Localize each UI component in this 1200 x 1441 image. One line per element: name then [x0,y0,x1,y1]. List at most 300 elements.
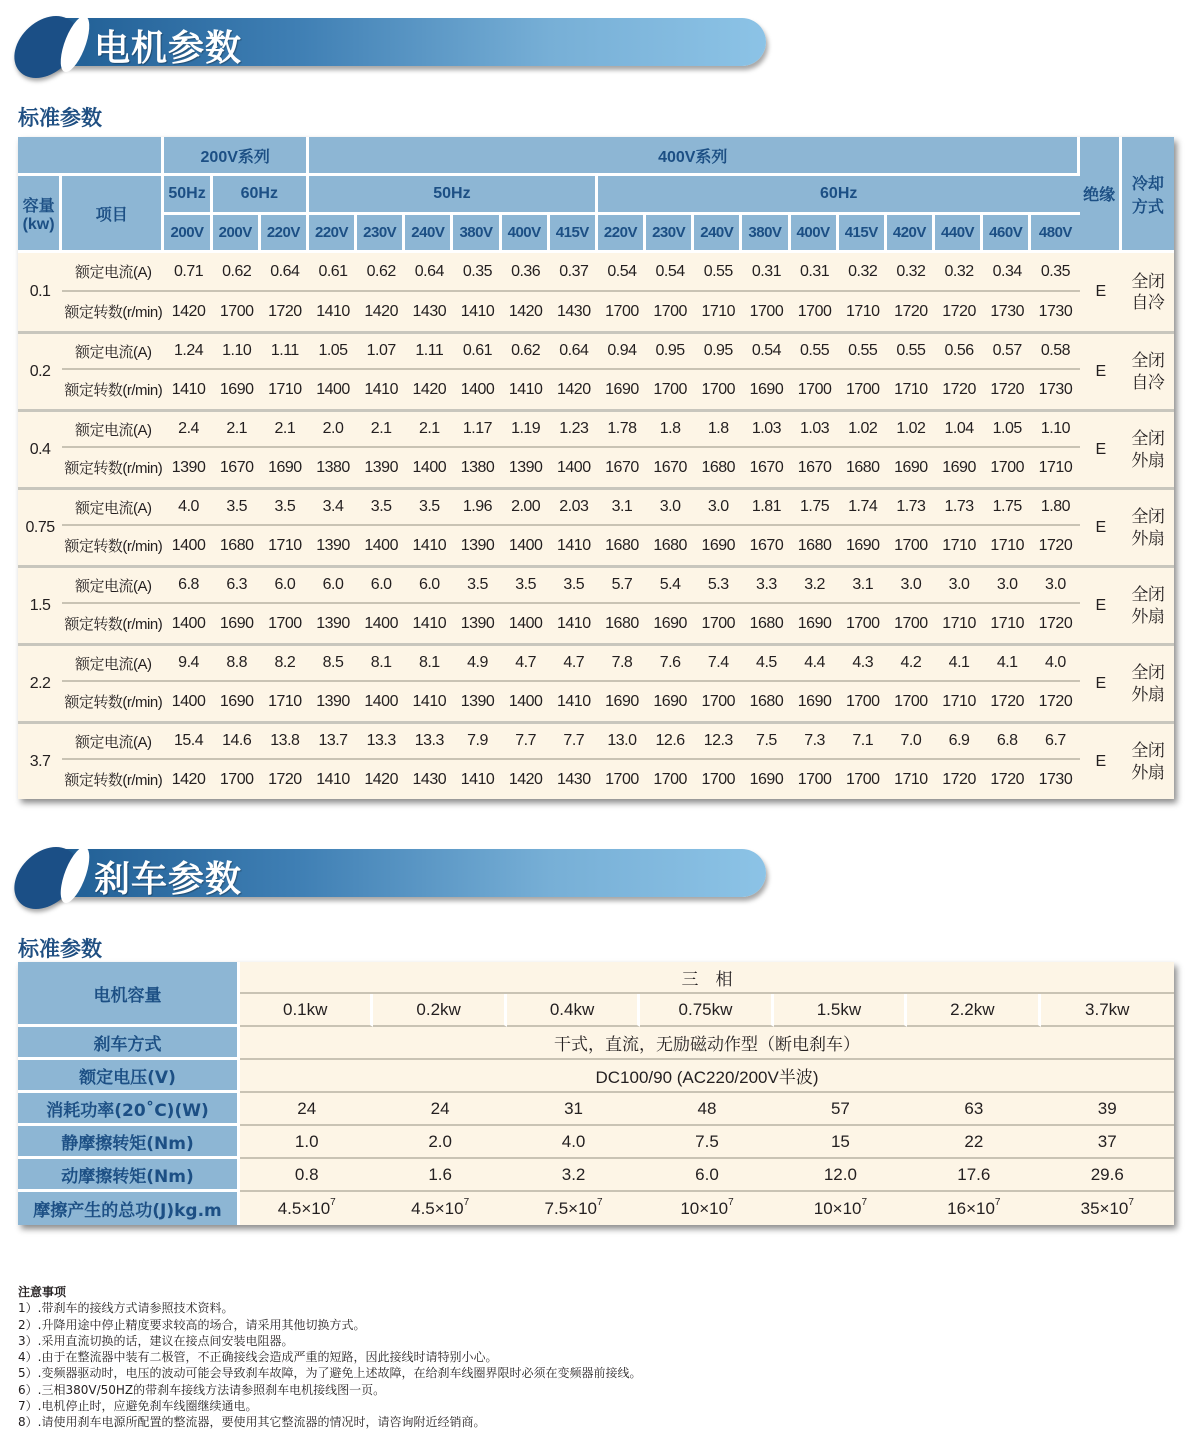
capacity-row-label: 电机容量 [18,962,240,1027]
capacity-cell: 3.7 [18,721,62,799]
total-work-label: 摩擦产生的总功(J)kg.m [18,1192,240,1225]
cooling-header-line2: 方式 [1131,198,1164,216]
power-value: 48 [640,1093,773,1126]
power-value: 57 [774,1093,907,1126]
rated-speed-value: 1430 [550,760,598,799]
cooling-line2: 外扇 [1131,606,1165,626]
capacity-value: 2.2kw [907,994,1040,1027]
rated-current-value: 3.0 [983,565,1031,604]
rated-speed-value: 1400 [164,526,212,565]
rated-speed-value: 1700 [213,292,261,331]
motor-subheading: 标准参数 [18,106,102,130]
cooling-line1: 全闭 [1131,351,1165,371]
rated-speed-value: 1670 [598,448,646,487]
freq-header-200-50hz: 50Hz [164,176,212,215]
rated-current-value: 3.2 [791,565,839,604]
motor-row-current [18,331,1174,370]
rated-current-value: 1.03 [791,409,839,448]
voltage-header: 220V [598,215,646,253]
rated-speed-value: 1690 [261,448,309,487]
cooling-line1: 全闭 [1131,429,1165,449]
motor-row-current [18,409,1174,448]
cooling-cell [1122,643,1174,721]
banner-title: 电机参数 [94,28,243,69]
rated-speed-value: 1380 [309,448,357,487]
rated-speed-value: 1690 [742,760,790,799]
motor-params-banner [16,14,776,74]
voltage-header: 400V [791,215,839,253]
rated-current-value: 1.19 [502,409,550,448]
rated-current-value: 0.95 [694,331,742,370]
rated-speed-value: 1680 [791,526,839,565]
rated-speed-value: 1410 [164,370,212,409]
rated-current-value: 0.61 [453,331,501,370]
work-mantissa: 4.5×10 [277,1198,331,1218]
rated-speed-value: 1410 [453,292,501,331]
static-torque-value: 37 [1041,1126,1174,1159]
rated-speed-value: 1700 [742,292,790,331]
rated-speed-value: 1700 [839,370,887,409]
rated-speed-value: 1390 [453,526,501,565]
rated-speed-value: 1700 [839,604,887,643]
rated-current-value: 0.54 [598,253,646,292]
rated-speed-value: 1410 [309,292,357,331]
voltage-header: 200V [213,215,261,253]
rated-current-value: 0.64 [550,331,598,370]
rated-current-label: 额定电流(A) [62,565,164,604]
cooling-line2: 外扇 [1131,528,1165,548]
rated-current-value: 3.5 [550,565,598,604]
rated-speed-value: 1400 [357,526,405,565]
rated-speed-value: 1420 [357,760,405,799]
capacity-header-label: 容量 [22,197,55,215]
work-exponent: 7 [597,1196,603,1208]
rated-current-value: 7.3 [791,721,839,760]
rated-current-value: 1.73 [887,487,935,526]
rated-speed-value: 1710 [935,604,983,643]
rated-speed-value: 1710 [261,526,309,565]
cooling-header-line1: 冷却 [1131,175,1164,193]
insulation-header: 绝缘 [1080,137,1122,253]
rated-current-value: 2.00 [502,487,550,526]
cooling-line1: 全闭 [1131,271,1165,291]
rated-current-value: 0.55 [887,331,935,370]
total-work-value [373,1192,506,1225]
voltage-header: 240V [405,215,453,253]
dynamic-torque-value: 6.0 [640,1159,773,1192]
rated-current-value: 5.3 [694,565,742,604]
rated-speed-value: 1720 [935,370,983,409]
cooling-line2: 自冷 [1131,372,1165,392]
rated-current-value: 0.56 [935,331,983,370]
rated-speed-label: 额定转数(r/min) [62,604,164,643]
rated-current-value: 1.96 [453,487,501,526]
rated-current-value: 3.3 [742,565,790,604]
rated-speed-value: 1690 [791,682,839,721]
rated-speed-value: 1400 [357,682,405,721]
dynamic-torque-value: 12.0 [774,1159,907,1192]
rated-current-value: 1.73 [935,487,983,526]
rated-current-value: 0.37 [550,253,598,292]
motor-row-speed [18,682,1174,721]
rated-current-value: 0.31 [791,253,839,292]
rated-current-label: 额定电流(A) [62,487,164,526]
rated-current-value: 2.1 [357,409,405,448]
rated-current-value: 1.11 [261,331,309,370]
rated-current-value: 2.4 [164,409,212,448]
rated-current-value: 1.10 [213,331,261,370]
rated-speed-value: 1670 [742,526,790,565]
rated-speed-value: 1700 [887,526,935,565]
capacity-header [18,176,62,253]
rated-speed-value: 1420 [405,370,453,409]
work-exponent: 7 [330,1196,336,1208]
rated-current-value: 0.62 [357,253,405,292]
rated-speed-value: 1700 [694,370,742,409]
cooling-header [1122,137,1174,253]
rated-speed-value: 1410 [309,760,357,799]
motor-row-speed [18,604,1174,643]
cooling-cell [1122,487,1174,565]
voltage-header: 415V [839,215,887,253]
total-work-value [907,1192,1040,1225]
rated-current-value: 4.1 [935,643,983,682]
rated-current-value: 3.5 [405,487,453,526]
rated-current-value: 1.80 [1031,487,1079,526]
rated-speed-value: 1390 [502,448,550,487]
rated-current-value: 6.0 [405,565,453,604]
rated-speed-value: 1690 [213,370,261,409]
rated-speed-value: 1680 [742,682,790,721]
rated-speed-value: 1710 [935,526,983,565]
rated-current-value: 3.0 [646,487,694,526]
brake-type-value: 干式，直流，无励磁动作型（断电刹车） [240,1027,1174,1060]
capacity-cell: 0.4 [18,409,62,487]
rated-current-value: 13.0 [598,721,646,760]
rated-speed-value: 1380 [453,448,501,487]
capacity-value: 0.4kw [507,994,640,1027]
capacity-value: 0.1kw [240,994,373,1027]
rated-current-value: 3.5 [213,487,261,526]
rated-current-value: 7.8 [598,643,646,682]
capacity-value: 0.75kw [640,994,773,1027]
static-torque-value: 22 [907,1126,1040,1159]
rated-speed-value: 1430 [405,760,453,799]
rated-current-value: 4.3 [839,643,887,682]
voltage-header: 480V [1031,215,1079,253]
rated-current-value: 5.7 [598,565,646,604]
rated-speed-value: 1710 [983,526,1031,565]
rated-speed-value: 1430 [550,292,598,331]
rated-current-value: 6.0 [309,565,357,604]
rated-current-value: 2.1 [261,409,309,448]
freq-header-400-50hz: 50Hz [309,176,598,215]
rated-current-value: 4.9 [453,643,501,682]
rated-speed-value: 1410 [550,604,598,643]
rated-current-value: 0.32 [839,253,887,292]
rated-speed-value: 1410 [453,760,501,799]
brake-params-table [18,962,1174,1225]
total-work-value [640,1192,773,1225]
rated-speed-value: 1700 [791,760,839,799]
rated-speed-value: 1690 [646,682,694,721]
rated-current-value: 1.74 [839,487,887,526]
capacity-cell: 0.75 [18,487,62,565]
item-header: 项目 [62,176,164,253]
power-value: 39 [1041,1093,1174,1126]
note-item: 1）.带刹车的接线方式请参照技术资料。 [18,1301,234,1316]
rated-current-value: 0.57 [983,331,1031,370]
rated-current-value: 8.1 [405,643,453,682]
rated-current-value: 4.2 [887,643,935,682]
rated-current-value: 7.0 [887,721,935,760]
work-exponent: 7 [1128,1196,1134,1208]
cooling-line1: 全闭 [1131,585,1165,605]
motor-row-speed [18,292,1174,331]
rated-current-value: 13.7 [309,721,357,760]
cooling-cell [1122,721,1174,799]
insulation-cell: E [1080,565,1122,643]
rated-current-value: 0.54 [646,253,694,292]
rated-speed-value: 1710 [261,682,309,721]
rated-speed-value: 1690 [598,370,646,409]
rated-voltage-label: 额定电压(V) [18,1060,240,1093]
rated-speed-value: 1720 [887,292,935,331]
rated-current-value: 0.32 [935,253,983,292]
rated-speed-value: 1400 [405,448,453,487]
capacity-header-unit: (kw) [22,215,55,233]
rated-speed-value: 1390 [453,682,501,721]
rated-speed-value: 1720 [983,682,1031,721]
rated-current-value: 9.4 [164,643,212,682]
rated-current-value: 0.55 [791,331,839,370]
notes-list [18,1300,641,1430]
rated-current-value: 0.64 [405,253,453,292]
rated-current-value: 1.03 [742,409,790,448]
work-exponent: 7 [994,1196,1001,1208]
dynamic-torque-value: 3.2 [507,1159,640,1192]
rated-speed-value: 1700 [261,604,309,643]
rated-speed-value: 1700 [887,682,935,721]
total-work-value [240,1192,373,1225]
note-item: 3）.采用直流切换的话，建议在接点间安装电阻器。 [18,1333,294,1348]
work-exponent: 7 [463,1196,470,1208]
rated-current-value: 0.36 [502,253,550,292]
rated-speed-value: 1420 [164,292,212,331]
rated-current-value: 2.1 [213,409,261,448]
motor-row-current [18,643,1174,682]
rated-speed-label: 额定转数(r/min) [62,526,164,565]
voltage-header: 380V [742,215,790,253]
rated-speed-value: 1710 [694,292,742,331]
rated-speed-value: 1710 [887,760,935,799]
rated-current-value: 0.64 [261,253,309,292]
insulation-cell: E [1080,331,1122,409]
voltage-header: 230V [357,215,405,253]
rated-current-value: 3.1 [839,565,887,604]
rated-speed-value: 1430 [405,292,453,331]
rated-current-value: 7.9 [453,721,501,760]
rated-speed-value: 1700 [694,760,742,799]
rated-voltage-value: DC100/90 (AC220/200V半波) [240,1060,1174,1093]
work-exponent: 7 [728,1196,734,1208]
note-item: 6）.三相380V/50HZ的带刹车接线方法请参照刹车电机接线图一页。 [18,1382,386,1397]
cooling-line2: 外扇 [1131,762,1165,782]
rated-current-value: 1.05 [983,409,1031,448]
brake-params-banner [16,845,776,905]
brake-subheading: 标准参数 [18,937,102,961]
phase-label: 三 相 [240,962,1174,994]
power-label: 消耗功率(20˚C)(W) [18,1093,240,1126]
voltage-header: 420V [887,215,935,253]
rated-current-value: 8.2 [261,643,309,682]
rated-speed-value: 1420 [164,760,212,799]
rated-current-value: 2.1 [405,409,453,448]
rated-speed-value: 1410 [405,682,453,721]
rated-speed-value: 1710 [887,370,935,409]
rated-current-value: 4.1 [983,643,1031,682]
capacity-value: 3.7kw [1041,994,1174,1027]
motor-row-speed [18,526,1174,565]
rated-current-value: 2.03 [550,487,598,526]
rated-speed-value: 1690 [935,448,983,487]
motor-row-speed [18,370,1174,409]
rated-speed-value: 1390 [453,604,501,643]
rated-speed-value: 1700 [598,292,646,331]
static-torque-value: 4.0 [507,1126,640,1159]
rated-current-value: 15.4 [164,721,212,760]
rated-current-value: 1.75 [791,487,839,526]
rated-speed-value: 1420 [502,292,550,331]
rated-speed-value: 1390 [309,526,357,565]
rated-speed-value: 1390 [309,682,357,721]
static-torque-label: 静摩擦转矩(Nm) [18,1126,240,1159]
rated-current-value: 0.55 [694,253,742,292]
rated-speed-value: 1690 [213,604,261,643]
series-400v-header: 400V系列 [309,137,1080,176]
rated-current-label: 额定电流(A) [62,331,164,370]
note-item: 7）.电机停止时，应避免刹车线圈继续通电。 [18,1399,258,1414]
rated-current-value: 0.94 [598,331,646,370]
rated-current-value: 4.0 [164,487,212,526]
capacity-cell: 0.2 [18,331,62,409]
rated-current-value: 1.04 [935,409,983,448]
rated-speed-value: 1690 [742,370,790,409]
power-value: 63 [907,1093,1040,1126]
rated-current-value: 1.05 [309,331,357,370]
motor-row-speed [18,760,1174,799]
rated-current-value: 8.8 [213,643,261,682]
rated-speed-value: 1720 [935,760,983,799]
rated-speed-value: 1410 [405,526,453,565]
rated-speed-value: 1410 [357,370,405,409]
rated-speed-value: 1670 [742,448,790,487]
power-value: 24 [373,1093,506,1126]
rated-current-value: 1.17 [453,409,501,448]
rated-speed-value: 1700 [694,682,742,721]
rated-speed-label: 额定转数(r/min) [62,448,164,487]
rated-current-value: 4.5 [742,643,790,682]
insulation-cell: E [1080,253,1122,331]
work-mantissa: 35×10 [1080,1198,1129,1218]
rated-current-value: 1.8 [646,409,694,448]
cooling-cell [1122,565,1174,643]
rated-current-value: 0.95 [646,331,694,370]
rated-speed-value: 1400 [550,448,598,487]
rated-current-value: 0.55 [839,331,887,370]
banner-title: 刹车参数 [94,859,243,900]
capacity-value: 0.2kw [373,994,506,1027]
rated-current-value: 0.35 [453,253,501,292]
rated-speed-value: 1700 [983,448,1031,487]
voltage-header: 440V [935,215,983,253]
dynamic-torque-value: 0.8 [240,1159,373,1192]
static-torque-value: 1.0 [240,1126,373,1159]
rated-speed-value: 1400 [164,682,212,721]
rated-speed-value: 1690 [598,682,646,721]
static-torque-value: 7.5 [640,1126,773,1159]
note-item: 8）.请使用刹车电源所配置的整流器，要使用其它整流器的情况时，请咨询附近经销商。 [18,1415,486,1430]
rated-speed-value: 1420 [550,370,598,409]
rated-current-value: 0.35 [1031,253,1079,292]
total-work-value [507,1192,640,1225]
voltage-header: 220V [261,215,309,253]
notes-section [18,1284,641,1431]
rated-speed-value: 1700 [839,682,887,721]
blank-corner-header [18,137,164,176]
dynamic-torque-value: 17.6 [907,1159,1040,1192]
rated-speed-value: 1670 [646,448,694,487]
rated-speed-value: 1710 [1031,448,1079,487]
rated-current-value: 3.4 [309,487,357,526]
work-exponent: 7 [861,1196,868,1208]
rated-speed-value: 1680 [742,604,790,643]
power-value: 31 [507,1093,640,1126]
voltage-header: 220V [309,215,357,253]
rated-speed-value: 1690 [887,448,935,487]
voltage-header: 400V [502,215,550,253]
rated-speed-value: 1700 [839,760,887,799]
work-mantissa: 10×10 [813,1198,862,1218]
capacity-cell: 1.5 [18,565,62,643]
rated-current-value: 13.8 [261,721,309,760]
rated-current-value: 1.81 [742,487,790,526]
brake-type-label: 刹车方式 [18,1027,240,1060]
rated-speed-value: 1410 [550,526,598,565]
rated-current-value: 6.0 [261,565,309,604]
rated-speed-value: 1410 [502,370,550,409]
rated-current-value: 7.7 [550,721,598,760]
rated-speed-value: 1400 [453,370,501,409]
rated-speed-value: 1730 [1031,292,1079,331]
rated-current-value: 1.75 [983,487,1031,526]
rated-speed-value: 1690 [213,682,261,721]
rated-current-value: 7.1 [839,721,887,760]
cooling-line2: 外扇 [1131,684,1165,704]
rated-current-value: 3.5 [453,565,501,604]
motor-row-current [18,721,1174,760]
rated-speed-value: 1730 [1031,370,1079,409]
voltage-header: 415V [550,215,598,253]
rated-current-value: 2.0 [309,409,357,448]
cooling-line1: 全闭 [1131,663,1165,683]
rated-speed-value: 1390 [309,604,357,643]
rated-speed-value: 1390 [357,448,405,487]
motor-row-current [18,253,1174,292]
rated-current-value: 7.7 [502,721,550,760]
rated-speed-value: 1720 [983,760,1031,799]
notes-title: 注意事项 [18,1285,67,1299]
